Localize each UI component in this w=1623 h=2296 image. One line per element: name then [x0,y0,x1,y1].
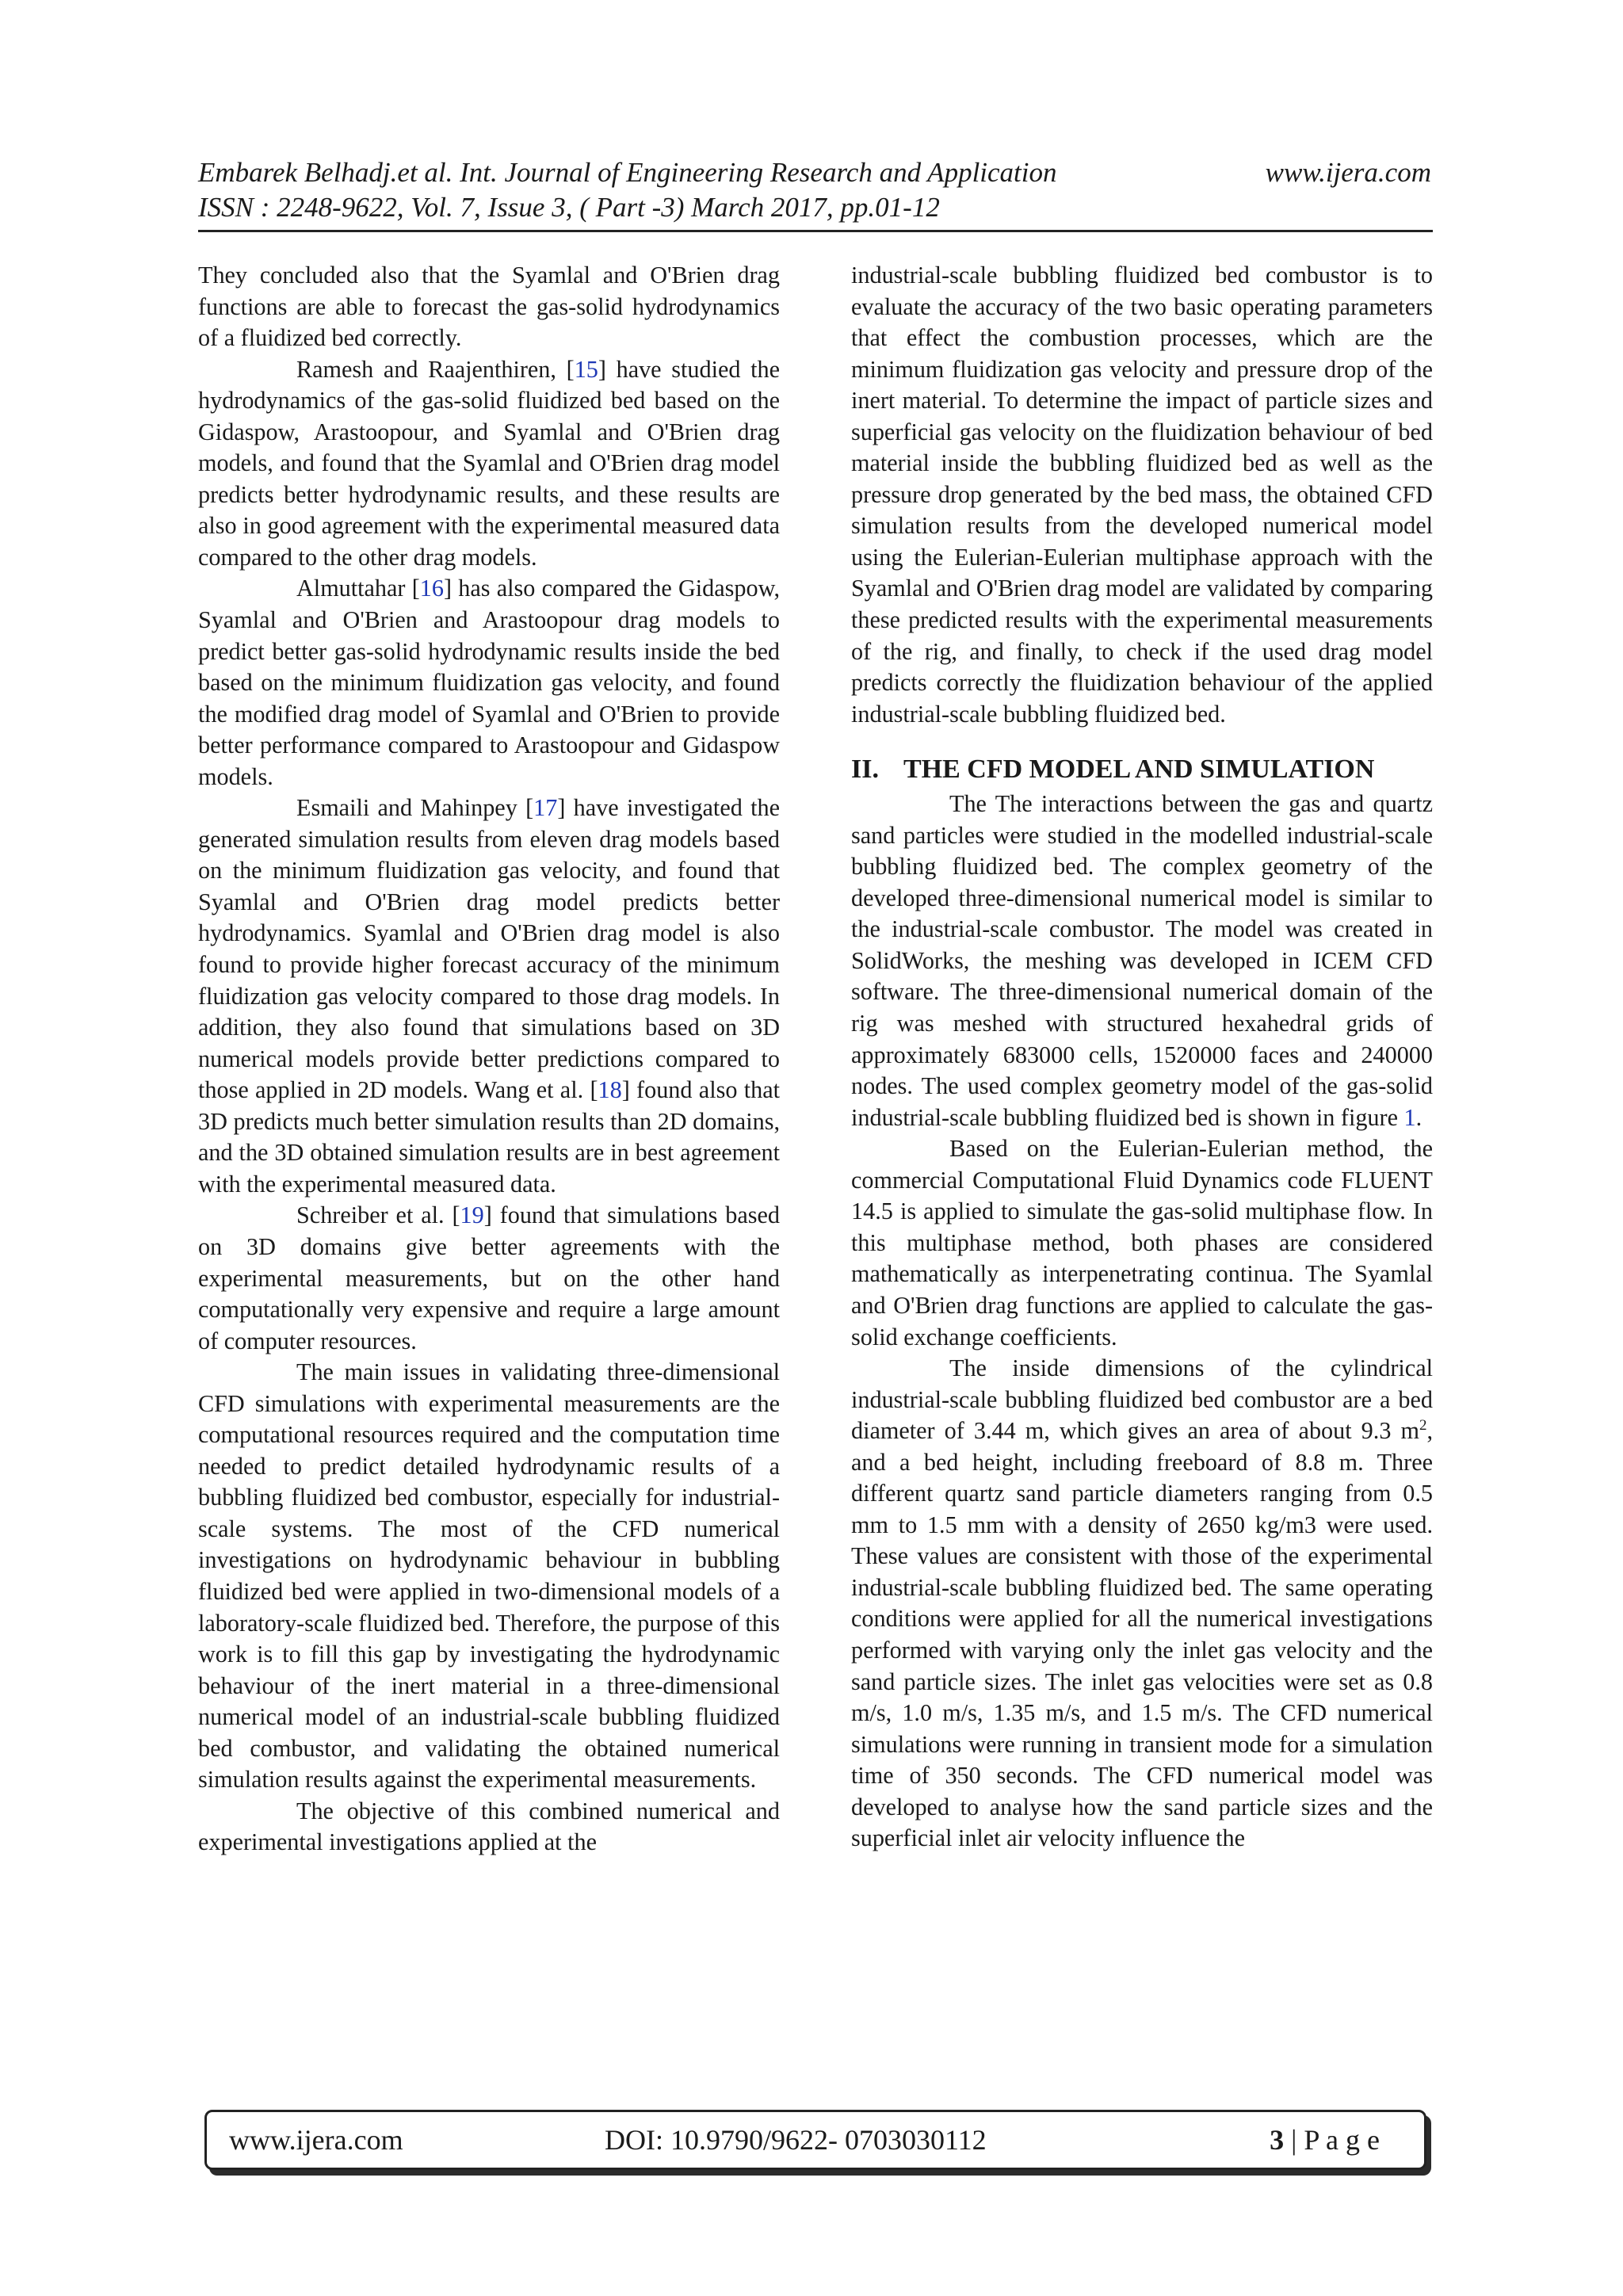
citation-link-16[interactable]: 16 [419,575,444,602]
right-column [851,260,1433,1855]
section-title: THE CFD MODEL AND SIMULATION [903,755,1375,785]
paragraph: Almuttahar [16] has also compared the Gidaspow, Syamlal and O'Brien and Arastoopour drag models to predict better gas-solid hydrodynamic results inside the bed based on the minimum fluidization gas velocity, and found the modified drag model of Syamlal and O'Brien to provide better performance compared to Arastoopour and Gidaspow models. [198,575,780,790]
issn-line: ISSN : 2248-9622, Vol. 7, Issue 3, ( Part -3) March 2017, pp.01-12 [198,192,940,223]
section-number: II. [851,755,879,785]
citation-link-18[interactable]: 18 [598,1076,622,1104]
running-header [198,155,1431,225]
paragraph: The inside dimensions of the cylindrical industrial-scale bubbling fluidized bed combustor are a bed diameter of 3.44 m, which gives an area of about 9.3 $m^2$, and a bed height, including freeboard of 8.8 m. Three different quartz sand particle diameters ranging from 0.5 mm to 1.5 mm with a density of 2650 kg/m3 were used. These values are consistent with those of the experimental industrial-scale bubbling fluidized bed. The same operating conditions were applied for all the numerical investigations performed with varying only the inlet gas velocity and the sand particle sizes. The inlet gas velocities were set as 0.8 m/s, 1.0 m/s, 1.35 m/s, and 1.5 m/s. The CFD numerical simulations were running in transient mode for a simulation time of 350 seconds. The CFD numerical model was developed to analyse how the sand particle sizes and the superficial inlet air velocity influence the [851,1354,1433,1852]
header-website: www.ijera.com [1265,157,1431,188]
paragraph: They concluded also that the Syamlal and O'Brien drag functions are able to forecast the gas-solid hydrodynamics of a fluidized bed correctly. [198,262,780,352]
paragraph: Esmaili and Mahinpey [17] have investigated the generated simulation results from eleven drag models based on the minimum fluidization gas velocity, and found that Syamlal and O'Brien drag model predicts better hydrodynamics. Syamlal and O'Brien drag model is also found to provide higher forecast accuracy of the minimum fluidization gas velocity compared to those drag models. In addition, they also found that simulations based on 3D numerical models provide better predictions compared to those applied in 2D models. Wang et al. [18] found also that 3D predicts much better simulation results than 2D domains, and the 3D obtained simulation results are in best agreement with the experimental measured data. [198,794,781,1198]
footer-website: www.ijera.com [229,2124,403,2156]
figure-link-1[interactable]: 1 [1403,1103,1416,1131]
citation-link-19[interactable]: 19 [460,1201,484,1229]
paragraph: Schreiber et al. [19] found that simulations based on 3D domains give better agreements with the experimental measurements, but on the other hand computationally very expensive and require a large amount of computer resources. [198,1201,780,1354]
paragraph: The objective of this combined numerical and experimental investigations applied at the [198,1797,780,1856]
footer-doi: DOI: 10.9790/9622- 0703030112 [605,2124,987,2156]
paragraph: industrial-scale bubbling fluidized bed combustor is to evaluate the accuracy of the two basic operating parameters that effect the combustion processes, which are the minimum fluidization gas velocity and pressure drop of the inert material. To determine the impact of particle sizes and superficial gas velocity on the fluidization behaviour of bed material inside the bubbling fluidized bed as well as the pressure drop generated by the bed mass, the obtained CFD simulation results from the developed numerical model using the Eulerian-Eulerian multiphase approach with the Syamlal and O'Brien drag model are validated by comparing these predicted results with the experimental measurements of the rig, and finally, to check if the used drag model predicts correctly the fluidization behaviour of the applied industrial-scale bubbling fluidized bed. [851,262,1433,728]
paragraph: Ramesh and Raajenthiren, [15] have studied the hydrodynamics of the gas-solid fluidized bed based on the Gidaspow, Arastoopour, and Syamlal and O'Brien drag models, and found that the Syamlal and O'Brien drag model predicts better hydrodynamic results, and these results are also in good agreement with the experimental measured data compared to the other drag models. [198,355,781,571]
page-number: 3 | P a g e [1270,2124,1380,2156]
paragraph: The main issues in validating three-dimensional CFD simulations with experimental measurements are the computational resources required and the computation time needed to predict detailed hydrodynamic results of a bubbling fluidized bed combustor, especially for industrial-scale systems. The most of the CFD numerical investigations on hydrodynamic behaviour in bubbling fluidized bed were applied in two-dimensional models of a laboratory-scale fluidized bed. Therefore, the purpose of this work is to fill this gap by investigating the hydrodynamic behaviour of the inert material in a three-dimensional numerical model of an industrial-scale bubbling fluidized bed combustor, and validating the obtained numerical simulation results against the experimental measurements. [198,1358,780,1794]
paragraph: Based on the Eulerian-Eulerian method, the commercial Computational Fluid Dynamics code FLUENT 14.5 is applied to simulate the gas-solid multiphase flow. In this multiphase method, both phases are considered mathematically as interpenetrating continua. The Syamlal and O'Brien drag functions are applied to calculate the gas-solid exchange coefficients. [851,1135,1433,1350]
page-footer [204,2110,1426,2170]
left-column [198,260,780,1859]
section-heading [851,751,1433,789]
citation-link-17[interactable]: 17 [533,794,558,822]
journal-citation: Embarek Belhadj.et al. Int. Journal of Engineering Research and Application [198,157,1057,188]
header-divider [198,230,1433,232]
paragraph: The The interactions between the gas and quartz sand particles were studied in the modelled industrial-scale bubbling fluidized bed. The complex geometry of the developed three-dimensional numerical model is similar to the industrial-scale combustor. The model was created in SolidWorks, the meshing was developed in ICEM CFD software. The three-dimensional numerical domain of the rig was meshed with structured hexahedral grids of approximately 683000 cells, 1520000 faces and 240000 nodes. The used complex geometry model of the gas-solid industrial-scale bubbling fluidized bed is shown in figure 1. [851,790,1433,1131]
superscript: 2 [1419,1417,1427,1435]
citation-link-15[interactable]: 15 [574,355,598,383]
